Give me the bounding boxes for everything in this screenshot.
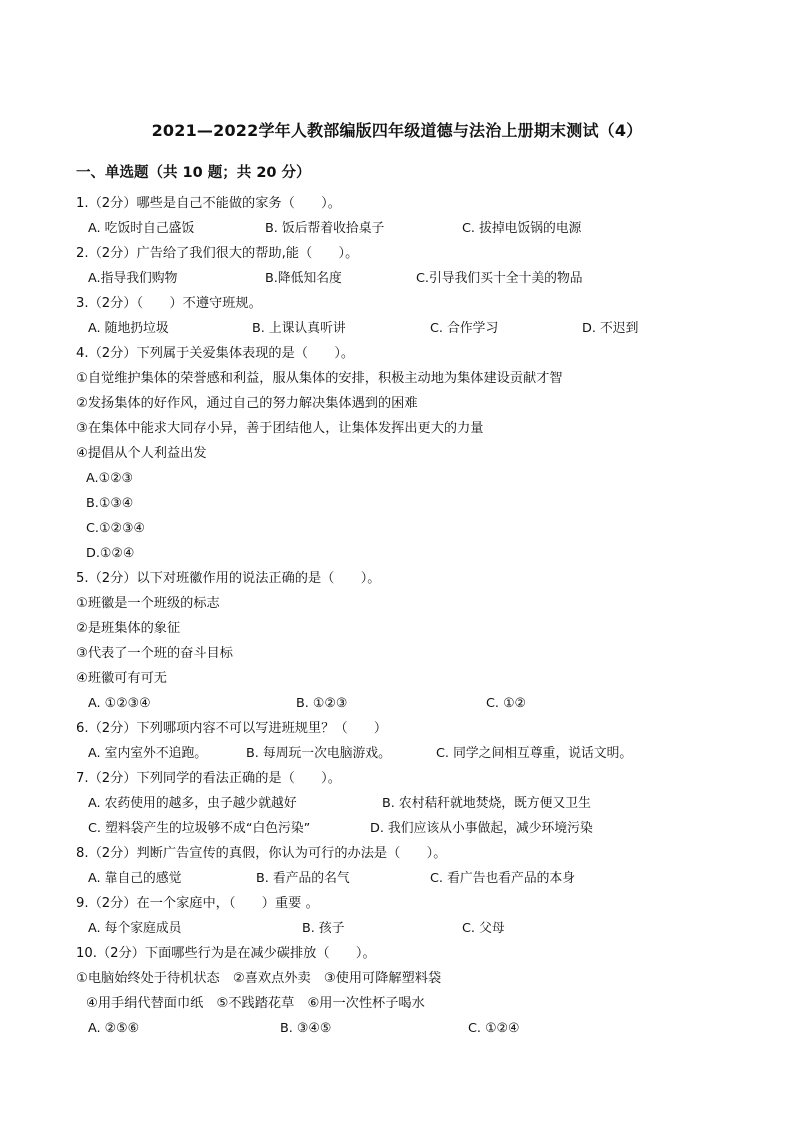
- question-4-item-2: ②发扬集体的好作风，通过自己的努力解决集体遇到的困难: [76, 396, 418, 411]
- question-6-option-b: B. 每周玩一次电脑游戏。: [246, 746, 391, 761]
- question-8-option-b: B. 看产品的名气: [256, 871, 350, 886]
- question-6-option-a: A. 室内室外不追跑。: [88, 746, 208, 761]
- question-1-stem: 1.（2分）哪些是自己不能做的家务（ ）。: [76, 196, 341, 211]
- question-4-option-d: D.①②④: [86, 546, 135, 561]
- question-8-stem: 8.（2分）判断广告宣传的真假，你认为可行的办法是（ ）。: [76, 846, 447, 861]
- question-4-item-4: ④提倡从个人利益出发: [76, 446, 207, 461]
- question-2-option-b: B.降低知名度: [265, 271, 342, 286]
- question-5-item-1: ①班徽是一个班级的标志: [76, 596, 220, 611]
- question-9-option-b: B. 孩子: [302, 921, 345, 936]
- question-1-option-b: B. 饭后帮着收拾桌子: [265, 221, 385, 236]
- question-5-item-3: ③代表了一个班的奋斗目标: [76, 646, 233, 661]
- question-7-option-b: B. 农村秸秆就地焚烧，既方便又卫生: [382, 796, 591, 811]
- question-10-stem: 10.（2分）下面哪些行为是在减少碳排放（ ）。: [76, 946, 376, 961]
- question-1-option-a: A. 吃饭时自己盛饭: [88, 221, 195, 236]
- question-4-item-3: ③在集体中能求大同存小异，善于团结他人，让集体发挥出更大的力量: [76, 421, 484, 436]
- question-3-option-a: A. 随地扔垃圾: [88, 321, 169, 336]
- question-3-stem: 3.（2分）（ ）不遵守班规。: [76, 296, 262, 311]
- question-10-item-1: ①电脑始终处于待机状态 ②喜欢点外卖 ③使用可降解塑料袋: [76, 971, 442, 986]
- question-5-option-c: C. ①②: [486, 696, 527, 711]
- question-4-item-1: ①自觉维护集体的荣誉感和利益，服从集体的安排，积极主动地为集体建设贡献才智: [76, 371, 563, 386]
- question-7-stem: 7.（2分）下列同学的看法正确的是（ ）。: [76, 771, 341, 786]
- question-6-option-c: C. 同学之间相互尊重，说话文明。: [436, 746, 633, 761]
- question-1-option-c: C. 拔掉电饭锅的电源: [462, 221, 582, 236]
- question-10-option-b: B. ③④⑤: [280, 1021, 332, 1036]
- question-2-stem: 2.（2分）广告给了我们很大的帮助,能（ ）。: [76, 246, 359, 261]
- question-2-option-a: A.指导我们购物: [88, 271, 178, 286]
- question-5-option-b: B. ①②③: [296, 696, 348, 711]
- question-8-option-c: C. 看广告也看产品的本身: [430, 871, 576, 886]
- question-3-option-d: D. 不迟到: [582, 321, 639, 336]
- question-10-option-a: A. ②⑤⑥: [88, 1021, 140, 1036]
- question-10-item-2: ④用手绢代替面巾纸 ⑤不践踏花草 ⑥用一次性杯子喝水: [86, 996, 425, 1011]
- question-6-stem: 6.（2分）下列哪项内容不可以写进班规里？（ ）: [76, 721, 388, 736]
- question-5-item-4: ④班徽可有可无: [76, 671, 167, 686]
- exam-title: 2021—2022学年人教部编版四年级道德与法治上册期末测试（4）: [151, 121, 643, 140]
- question-9-option-a: A. 每个家庭成员: [88, 921, 182, 936]
- question-7-option-a: A. 农药使用的越多，虫子越少就越好: [88, 796, 297, 811]
- question-5-option-a: A. ①②③④: [88, 696, 151, 711]
- question-7-option-d: D. 我们应该从小事做起，减少环境污染: [370, 821, 593, 836]
- question-3-option-c: C. 合作学习: [430, 321, 499, 336]
- question-5-item-2: ②是班集体的象征: [76, 621, 181, 636]
- question-4-stem: 4.（2分）下列属于关爱集体表现的是（ ）。: [76, 346, 355, 361]
- question-4-option-c: C.①②③④: [86, 521, 145, 536]
- question-8-option-a: A. 靠自己的感觉: [88, 871, 182, 886]
- question-5-stem: 5.（2分）以下对班徽作用的说法正确的是（ ）。: [76, 571, 381, 586]
- question-10-option-c: C. ①②④: [468, 1021, 520, 1036]
- question-9-option-c: C. 父母: [462, 921, 505, 936]
- question-4-option-b: B.①③④: [86, 496, 134, 511]
- question-3-option-b: B. 上课认真听讲: [252, 321, 346, 336]
- section-heading: 一、单选题（共 10 题；共 20 分）: [76, 165, 311, 181]
- question-7-option-c: C. 塑料袋产生的垃圾够不成“白色污染”: [88, 821, 311, 836]
- question-9-stem: 9.（2分）在一个家庭中，（ ）重要 。: [76, 896, 319, 911]
- question-2-option-c: C.引导我们买十全十美的物品: [416, 271, 583, 286]
- question-4-option-a: A.①②③: [86, 471, 134, 486]
